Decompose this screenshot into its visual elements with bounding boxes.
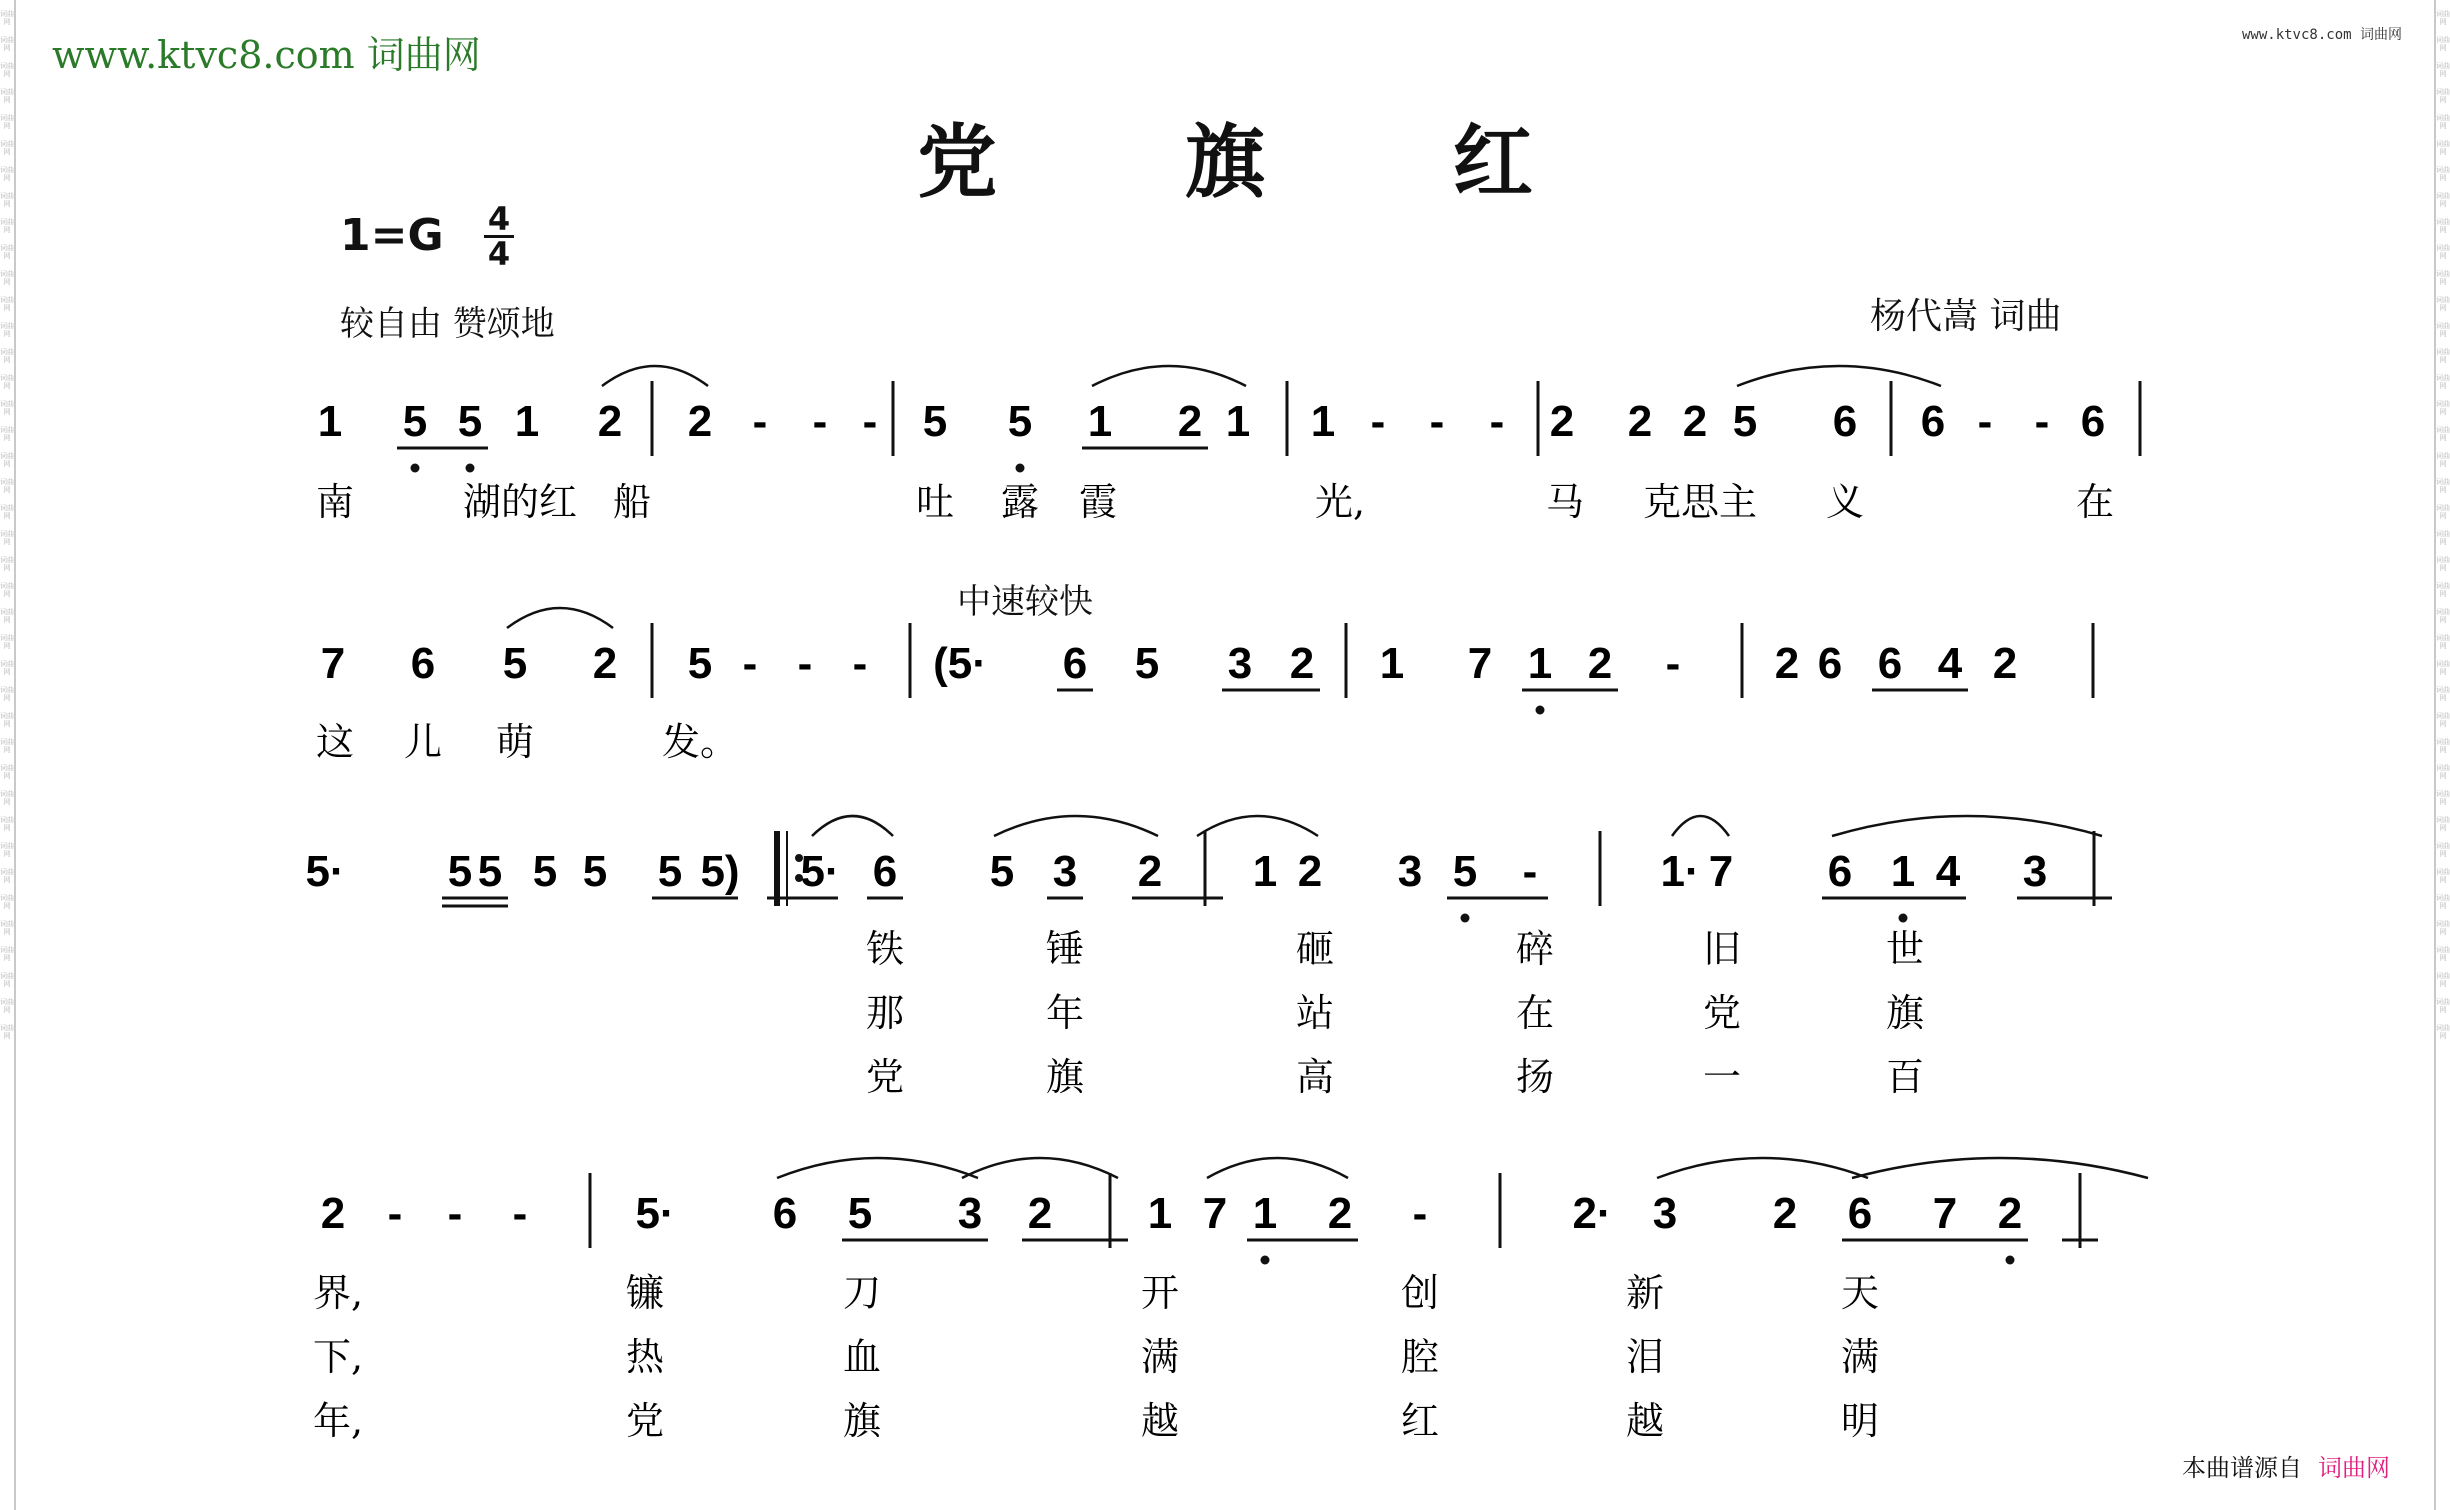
note: 1 xyxy=(317,397,343,446)
edge-watermark-text: 词曲网 xyxy=(2436,62,2450,78)
note: 5 xyxy=(847,1189,873,1238)
edge-watermark-text: 词曲网 xyxy=(0,842,14,858)
lyric-syllable: 在 xyxy=(1515,991,1555,1035)
note: 3 xyxy=(1052,847,1078,896)
time-signature-top: 4 xyxy=(487,200,511,238)
slur xyxy=(1672,816,1729,836)
edge-watermark-text: 词曲网 xyxy=(2436,894,2450,910)
edge-watermark-text: 词曲网 xyxy=(0,36,14,52)
lyric-syllable: 船 xyxy=(612,480,652,524)
note: 2 xyxy=(1549,397,1575,446)
edge-watermark-text: 词曲网 xyxy=(0,660,14,676)
note: 1 xyxy=(1310,397,1336,446)
note: 6 xyxy=(1827,847,1853,896)
octave-dot-below xyxy=(466,464,475,473)
slur xyxy=(507,608,613,628)
note: 7 xyxy=(1932,1189,1958,1238)
header-right-watermark[interactable]: www.ktvc8.com 词曲网 xyxy=(2241,27,2402,43)
note: 5 xyxy=(447,847,473,896)
edge-watermark-text: 词曲网 xyxy=(2436,816,2450,832)
time-signature-bottom: 4 xyxy=(487,235,511,273)
slur xyxy=(994,816,1158,836)
lyric-syllable: 越 xyxy=(1625,1399,1665,1443)
lyric-syllable: 红 xyxy=(1400,1399,1440,1443)
lyric-syllable: 萌 xyxy=(495,720,535,764)
note: - xyxy=(2034,397,2050,446)
lyric-syllable: 界, xyxy=(312,1271,364,1315)
edge-watermark-text: 词曲网 xyxy=(0,894,14,910)
note: 2 xyxy=(1327,1189,1353,1238)
edge-watermark-text: 词曲网 xyxy=(0,114,14,130)
note: 1 xyxy=(1087,397,1113,446)
note: 5 xyxy=(582,847,608,896)
key-signature: 1=G xyxy=(340,210,444,261)
lyric-syllable: 锤 xyxy=(1045,927,1085,971)
note: 2 xyxy=(1992,639,2018,688)
note: - xyxy=(1665,639,1681,688)
edge-watermark-text: 词曲网 xyxy=(0,686,14,702)
note: - xyxy=(1522,847,1538,896)
lyric-syllable: 泪 xyxy=(1625,1335,1665,1379)
edge-watermark-text: 词曲网 xyxy=(0,296,14,312)
edge-watermark-text: 词曲网 xyxy=(0,582,14,598)
note: 2 xyxy=(1997,1189,2023,1238)
lyric-syllable: 天 xyxy=(1840,1271,1880,1315)
footer-site-link[interactable]: 词曲网 xyxy=(2318,1454,2390,1482)
lyric-syllable: 光, xyxy=(1314,480,1366,524)
edge-watermark-text: 词曲网 xyxy=(0,946,14,962)
edge-watermark-text: 词曲网 xyxy=(2436,452,2450,468)
header-left-watermark[interactable]: www.ktvc8.com 词曲网 xyxy=(52,33,481,77)
slur xyxy=(1197,816,1318,836)
edge-watermark-text: 词曲网 xyxy=(0,348,14,364)
octave-dot-below xyxy=(1536,706,1545,715)
edge-watermark-text: 词曲网 xyxy=(2436,192,2450,208)
lyric-syllable: 湖的红 xyxy=(462,480,578,524)
note: 4 xyxy=(1937,639,1963,688)
note: 5 xyxy=(532,847,558,896)
note: 5 xyxy=(989,847,1015,896)
note: - xyxy=(752,397,768,446)
octave-dot-below xyxy=(1261,1256,1270,1265)
slur xyxy=(1207,1158,1348,1178)
note: 7 xyxy=(320,639,346,688)
slur xyxy=(777,1158,978,1178)
note: - xyxy=(742,639,758,688)
lyric-syllable: 镰 xyxy=(625,1271,665,1315)
edge-watermark-text: 词曲网 xyxy=(0,192,14,208)
note: 5 xyxy=(457,397,483,446)
note: 7 xyxy=(1467,639,1493,688)
lyric-syllable: 下, xyxy=(312,1335,364,1379)
lyric-syllable: 铁 xyxy=(865,927,905,971)
edge-watermark-text: 词曲网 xyxy=(2436,842,2450,858)
edge-watermark-text: 词曲网 xyxy=(0,218,14,234)
edge-watermark-text: 词曲网 xyxy=(2436,218,2450,234)
edge-watermark-text: 词曲网 xyxy=(0,270,14,286)
note: 2 xyxy=(1627,397,1653,446)
note: - xyxy=(512,1189,528,1238)
tempo-marking: 较自由 赞颂地 xyxy=(340,304,555,344)
note: - xyxy=(852,639,868,688)
note: 3 xyxy=(1652,1189,1678,1238)
edge-watermark-text: 词曲网 xyxy=(2436,426,2450,442)
edge-watermark-text: 词曲网 xyxy=(0,322,14,338)
note: 6 xyxy=(772,1189,798,1238)
note: 2 xyxy=(687,397,713,446)
edge-watermark-text: 词曲网 xyxy=(0,62,14,78)
note: 5 xyxy=(657,847,683,896)
note: 5 xyxy=(1732,397,1758,446)
note: 1 xyxy=(1225,397,1251,446)
note: 1 xyxy=(1890,847,1916,896)
edge-watermark-text: 词曲网 xyxy=(2436,998,2450,1014)
lyric-syllable: 克思主 xyxy=(1642,480,1758,524)
edge-watermark-text: 词曲网 xyxy=(2436,140,2450,156)
note: 7 xyxy=(1708,847,1734,896)
edge-watermark-text: 词曲网 xyxy=(0,504,14,520)
note: 6 xyxy=(1062,639,1088,688)
edge-watermark-text: 词曲网 xyxy=(2436,530,2450,546)
edge-watermark-text: 词曲网 xyxy=(0,738,14,754)
note: - xyxy=(1489,397,1505,446)
lyric-syllable: 扬 xyxy=(1515,1055,1555,1099)
edge-watermark-text: 词曲网 xyxy=(2436,244,2450,260)
slur xyxy=(812,816,893,836)
note: 6 xyxy=(410,639,436,688)
edge-watermark-text: 词曲网 xyxy=(2436,400,2450,416)
note: 5· xyxy=(800,847,840,896)
lyric-syllable: 年 xyxy=(1045,991,1085,1035)
note: 2 xyxy=(1137,847,1163,896)
edge-watermark-text: 词曲网 xyxy=(0,374,14,390)
slur xyxy=(1657,1158,1868,1178)
note: 2· xyxy=(1572,1189,1612,1238)
author-credit: 杨代嵩 词曲 xyxy=(1870,296,2062,337)
note: 1 xyxy=(514,397,540,446)
lyric-syllable: 发。 xyxy=(661,720,739,764)
lyric-syllable: 创 xyxy=(1400,1271,1440,1315)
lyric-syllable: 新 xyxy=(1625,1271,1665,1315)
footer-source-label: 本曲谱源自 xyxy=(2182,1454,2302,1482)
edge-watermark-text: 词曲网 xyxy=(2436,10,2450,26)
edge-watermark-text: 词曲网 xyxy=(0,88,14,104)
edge-watermark-text: 词曲网 xyxy=(2436,1024,2450,1040)
note: 3 xyxy=(2022,847,2048,896)
lyric-syllable: 站 xyxy=(1295,991,1335,1035)
note: 2 xyxy=(1177,397,1203,446)
edge-watermark-text: 词曲网 xyxy=(0,1024,14,1040)
lyric-syllable: 旗 xyxy=(1885,991,1925,1035)
lyric-syllable: 热 xyxy=(625,1335,665,1379)
edge-watermark-text: 词曲网 xyxy=(2436,946,2450,962)
edge-watermark-text: 词曲网 xyxy=(0,452,14,468)
edge-watermark-text: 词曲网 xyxy=(0,530,14,546)
octave-dot-below xyxy=(1461,914,1470,923)
edge-watermark-text: 词曲网 xyxy=(2436,504,2450,520)
edge-watermark-text: 词曲网 xyxy=(0,972,14,988)
note: 2 xyxy=(597,397,623,446)
edge-watermark-text: 词曲网 xyxy=(0,244,14,260)
lyric-syllable: 世 xyxy=(1885,927,1925,971)
edge-watermark-text: 词曲网 xyxy=(2436,868,2450,884)
note: 6 xyxy=(2080,397,2106,446)
lyric-syllable: 高 xyxy=(1295,1055,1335,1099)
edge-watermark-text: 词曲网 xyxy=(2436,374,2450,390)
edge-watermark-text: 词曲网 xyxy=(2436,790,2450,806)
lyric-syllable: 刀 xyxy=(842,1271,882,1315)
edge-watermark-text: 词曲网 xyxy=(0,426,14,442)
edge-watermark-text: 词曲网 xyxy=(2436,36,2450,52)
note: 2 xyxy=(320,1189,346,1238)
edge-watermark-text: 词曲网 xyxy=(0,10,14,26)
note: 5 xyxy=(502,639,528,688)
edge-watermark-text: 词曲网 xyxy=(0,166,14,182)
edge-watermark-text: 词曲网 xyxy=(2436,582,2450,598)
edge-watermark-text: 词曲网 xyxy=(0,868,14,884)
slur xyxy=(1737,366,1941,386)
edge-watermark-text: 词曲网 xyxy=(2436,270,2450,286)
lyric-syllable: 南 xyxy=(315,480,355,524)
edge-watermark-text: 词曲网 xyxy=(0,556,14,572)
note: 5 xyxy=(402,397,428,446)
lyric-syllable: 义 xyxy=(1825,480,1865,524)
lyric-syllable: 那 xyxy=(865,991,905,1035)
lyric-syllable: 旗 xyxy=(1045,1055,1085,1099)
edge-watermark-text: 词曲网 xyxy=(2436,972,2450,988)
edge-watermark-text: 词曲网 xyxy=(2436,322,2450,338)
note: 2 xyxy=(1027,1189,1053,1238)
lyric-syllable: 这 xyxy=(315,720,355,764)
edge-watermark-text: 词曲网 xyxy=(0,400,14,416)
note: - xyxy=(1412,1189,1428,1238)
tempo-change-marking: 中速较快 xyxy=(957,582,1093,622)
note: 5 xyxy=(922,397,948,446)
note: - xyxy=(812,397,828,446)
note: - xyxy=(862,397,878,446)
edge-watermark-text: 词曲网 xyxy=(0,634,14,650)
note: 5 xyxy=(477,847,503,896)
edge-watermark-text: 词曲网 xyxy=(0,920,14,936)
lyric-syllable: 满 xyxy=(1140,1335,1180,1379)
note: 1· xyxy=(1660,847,1700,896)
edge-watermark-text: 词曲网 xyxy=(2436,634,2450,650)
lyric-syllable: 腔 xyxy=(1400,1335,1440,1379)
note: - xyxy=(387,1189,403,1238)
note: 2 xyxy=(1682,397,1708,446)
edge-watermark-text: 词曲网 xyxy=(2436,920,2450,936)
edge-watermark-text: 词曲网 xyxy=(0,140,14,156)
lyric-syllable: 儿 xyxy=(403,720,443,764)
lyric-syllable: 年, xyxy=(312,1399,364,1443)
note: 5) xyxy=(700,847,740,896)
note: - xyxy=(1977,397,1993,446)
note: 5· xyxy=(305,847,345,896)
octave-dot-below xyxy=(1016,464,1025,473)
edge-watermark-text: 词曲网 xyxy=(0,998,14,1014)
slur xyxy=(1092,366,1246,386)
octave-dot-below xyxy=(411,464,420,473)
lyric-syllable: 旧 xyxy=(1702,927,1742,971)
edge-watermark-text: 词曲网 xyxy=(2436,88,2450,104)
note: 5 xyxy=(1134,639,1160,688)
note: 6 xyxy=(1847,1189,1873,1238)
note: 5· xyxy=(635,1189,675,1238)
edge-watermark-text: 词曲网 xyxy=(0,790,14,806)
note: 1 xyxy=(1252,1189,1278,1238)
edge-watermark-text: 词曲网 xyxy=(2436,166,2450,182)
footer-source xyxy=(2182,1448,2390,1483)
note: - xyxy=(797,639,813,688)
lyric-syllable: 露 xyxy=(1000,480,1040,524)
edge-watermark-text: 词曲网 xyxy=(2436,296,2450,312)
note: 2 xyxy=(1772,1189,1798,1238)
note: 3 xyxy=(957,1189,983,1238)
note: - xyxy=(1370,397,1386,446)
edge-watermark-text: 词曲网 xyxy=(2436,114,2450,130)
edge-watermark-text: 词曲网 xyxy=(2436,478,2450,494)
lyric-syllable: 开 xyxy=(1140,1271,1180,1315)
lyric-syllable: 党 xyxy=(1702,991,1742,1035)
octave-dot-below xyxy=(1899,914,1908,923)
lyric-syllable: 血 xyxy=(842,1335,882,1379)
song-title: 党 旗 红 xyxy=(917,115,1613,209)
edge-watermark-text: 词曲网 xyxy=(2436,764,2450,780)
edge-watermark-text: 词曲网 xyxy=(0,816,14,832)
lyric-syllable: 党 xyxy=(865,1055,905,1099)
lyric-syllable: 吐 xyxy=(915,480,955,524)
edge-watermark-text: 词曲网 xyxy=(2436,348,2450,364)
edge-watermark-text: 词曲网 xyxy=(0,478,14,494)
slur xyxy=(1852,1158,2148,1178)
note: 1 xyxy=(1379,639,1405,688)
slur xyxy=(1832,816,2102,836)
lyric-syllable: 碎 xyxy=(1515,927,1555,971)
note: 1 xyxy=(1147,1189,1173,1238)
edge-watermark-text: 词曲网 xyxy=(0,608,14,624)
note: 6 xyxy=(1817,639,1843,688)
lyric-syllable: 马 xyxy=(1545,480,1585,524)
note: - xyxy=(447,1189,463,1238)
note: 6 xyxy=(1877,639,1903,688)
octave-dot-below xyxy=(2006,1256,2015,1265)
lyric-syllable: 党 xyxy=(625,1399,665,1443)
edge-watermark-text: 词曲网 xyxy=(0,764,14,780)
note: 6 xyxy=(1832,397,1858,446)
edge-watermark-text: 词曲网 xyxy=(2436,660,2450,676)
edge-watermark-text: 词曲网 xyxy=(2436,686,2450,702)
note: 6 xyxy=(872,847,898,896)
note: 3 xyxy=(1227,639,1253,688)
note: 2 xyxy=(1774,639,1800,688)
lyric-syllable: 越 xyxy=(1140,1399,1180,1443)
note: 4 xyxy=(1935,847,1961,896)
edge-watermark-text: 词曲网 xyxy=(2436,556,2450,572)
lyric-syllable: 霞 xyxy=(1078,480,1118,524)
note: 5 xyxy=(687,639,713,688)
lyric-syllable: 满 xyxy=(1840,1335,1880,1379)
note: 2 xyxy=(1297,847,1323,896)
note: 6 xyxy=(1920,397,1946,446)
note: 2 xyxy=(592,639,618,688)
lyric-syllable: 百 xyxy=(1885,1055,1925,1099)
note: 7 xyxy=(1202,1189,1228,1238)
note: 5 xyxy=(1007,397,1033,446)
lyric-syllable: 砸 xyxy=(1295,927,1335,971)
lyric-syllable: 一 xyxy=(1702,1055,1742,1099)
note: 1 xyxy=(1527,639,1553,688)
note: 2 xyxy=(1289,639,1315,688)
slur xyxy=(602,366,708,386)
note: 1 xyxy=(1252,847,1278,896)
edge-watermark-text: 词曲网 xyxy=(0,712,14,728)
slur xyxy=(962,1158,1118,1178)
edge-watermark-text: 词曲网 xyxy=(2436,712,2450,728)
lyric-syllable: 明 xyxy=(1840,1399,1880,1443)
note: 3 xyxy=(1397,847,1423,896)
lyric-syllable: 在 xyxy=(2075,480,2115,524)
note: 5 xyxy=(1452,847,1478,896)
edge-watermark-text: 词曲网 xyxy=(2436,608,2450,624)
note: (5· xyxy=(933,639,987,688)
edge-watermark-text: 词曲网 xyxy=(2436,738,2450,754)
note: 2 xyxy=(1587,639,1613,688)
lyric-syllable: 旗 xyxy=(842,1399,882,1443)
note: - xyxy=(1429,397,1445,446)
